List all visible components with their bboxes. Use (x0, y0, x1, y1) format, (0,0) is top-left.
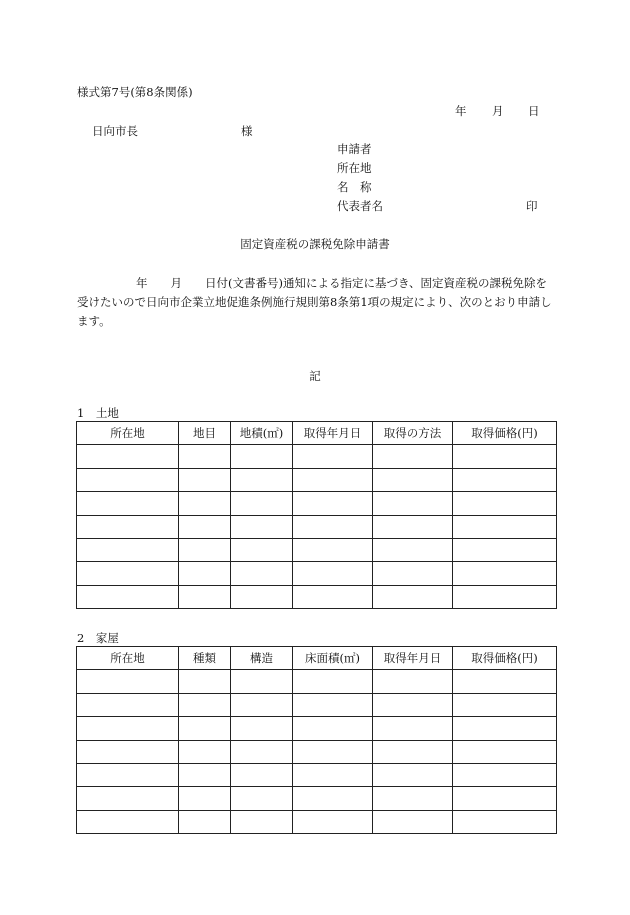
table-row (77, 787, 557, 810)
table-cell[interactable] (179, 468, 231, 491)
table-cell[interactable] (179, 717, 231, 740)
table-cell[interactable] (231, 538, 293, 561)
table-cell[interactable] (77, 763, 179, 786)
table-row (77, 717, 557, 740)
table-cell[interactable] (373, 562, 453, 585)
date-year-label: 年 (455, 104, 467, 118)
house-column-header: 床面積(㎡) (293, 647, 373, 670)
date-month-label: 月 (492, 104, 504, 118)
table-cell[interactable] (179, 515, 231, 538)
table-row (77, 492, 557, 515)
table-cell[interactable] (179, 538, 231, 561)
addressee: 日向市長 (92, 124, 138, 138)
land-column-header: 所在地 (77, 422, 179, 445)
document-title: 固定資産税の課税免除申請書 (240, 237, 390, 251)
table-cell[interactable] (179, 585, 231, 608)
table-row (77, 740, 557, 763)
land-column-header: 取得価格(円) (453, 422, 557, 445)
table-cell[interactable] (77, 562, 179, 585)
table-cell[interactable] (179, 445, 231, 468)
land-column-header: 地積(㎡) (231, 422, 293, 445)
table-cell[interactable] (453, 763, 557, 786)
table-cell[interactable] (453, 585, 557, 608)
table-cell[interactable] (293, 515, 373, 538)
table-cell[interactable] (453, 562, 557, 585)
table-cell[interactable] (373, 787, 453, 810)
table-row (77, 810, 557, 833)
table-cell[interactable] (77, 693, 179, 716)
date-day-label: 日 (528, 104, 540, 118)
table-cell[interactable] (293, 562, 373, 585)
house-column-header: 所在地 (77, 647, 179, 670)
house-column-header: 取得年月日 (373, 647, 453, 670)
table-cell[interactable] (293, 693, 373, 716)
land-section-heading: 1 土地 (77, 406, 119, 420)
table-cell[interactable] (373, 670, 453, 693)
table-row (77, 562, 557, 585)
land-column-header: 取得年月日 (293, 422, 373, 445)
table-cell[interactable] (453, 515, 557, 538)
table-cell[interactable] (453, 787, 557, 810)
table-cell[interactable] (231, 585, 293, 608)
table-cell[interactable] (293, 492, 373, 515)
land-column-header: 取得の方法 (373, 422, 453, 445)
house-column-header: 構造 (231, 647, 293, 670)
table-cell[interactable] (231, 468, 293, 491)
table-cell[interactable] (77, 787, 179, 810)
table-cell[interactable] (293, 763, 373, 786)
table-cell[interactable] (373, 740, 453, 763)
table-cell[interactable] (231, 562, 293, 585)
table-cell[interactable] (231, 670, 293, 693)
body-paragraph: 年 月 日付(文書番号)通知による指定に基づき、固定資産税の課税免除を受けたいので日向市企業立地促進条例施行規則第8条第1項の規定により、次のとおり申請します。 (77, 276, 552, 328)
ki-heading: 記 (309, 369, 321, 383)
table-cell[interactable] (77, 585, 179, 608)
table-cell[interactable] (293, 717, 373, 740)
table-cell[interactable] (179, 670, 231, 693)
table-cell[interactable] (77, 740, 179, 763)
table-cell[interactable] (179, 763, 231, 786)
addressee-suffix: 様 (241, 124, 253, 138)
name-label: 名 称 (337, 180, 372, 194)
table-cell[interactable] (179, 492, 231, 515)
table-cell[interactable] (231, 445, 293, 468)
house-section-heading: 2 家屋 (77, 631, 119, 645)
table-cell[interactable] (453, 670, 557, 693)
table-cell[interactable] (293, 740, 373, 763)
table-row (77, 670, 557, 693)
table-cell[interactable] (373, 693, 453, 716)
table-cell[interactable] (77, 810, 179, 833)
form-number: 様式第7号(第8条関係) (77, 85, 193, 99)
table-cell[interactable] (373, 585, 453, 608)
table-cell[interactable] (77, 538, 179, 561)
representative-label: 代表者名 (337, 199, 383, 213)
house-table-header-row (77, 647, 557, 670)
land-table (76, 421, 557, 609)
table-row (77, 515, 557, 538)
table-cell[interactable] (179, 810, 231, 833)
seal-mark: 印 (526, 199, 538, 213)
table-cell[interactable] (179, 562, 231, 585)
table-cell[interactable] (293, 445, 373, 468)
table-cell[interactable] (293, 538, 373, 561)
table-cell[interactable] (77, 492, 179, 515)
table-cell[interactable] (179, 787, 231, 810)
table-cell[interactable] (453, 740, 557, 763)
table-cell[interactable] (293, 787, 373, 810)
applicant-label: 申請者 (337, 142, 372, 156)
table-cell[interactable] (77, 670, 179, 693)
table-cell[interactable] (77, 445, 179, 468)
table-cell[interactable] (453, 538, 557, 561)
table-cell[interactable] (77, 515, 179, 538)
table-cell[interactable] (231, 740, 293, 763)
land-column-header: 地目 (179, 422, 231, 445)
table-row (77, 693, 557, 716)
table-row (77, 585, 557, 608)
land-table-header-row (77, 422, 557, 445)
house-column-header: 種類 (179, 647, 231, 670)
table-cell[interactable] (231, 717, 293, 740)
table-cell[interactable] (293, 810, 373, 833)
table-cell[interactable] (179, 740, 231, 763)
table-cell[interactable] (77, 468, 179, 491)
table-cell[interactable] (373, 810, 453, 833)
table-cell[interactable] (453, 717, 557, 740)
table-cell[interactable] (373, 763, 453, 786)
table-cell[interactable] (453, 445, 557, 468)
table-cell[interactable] (179, 693, 231, 716)
table-cell[interactable] (373, 492, 453, 515)
table-row (77, 538, 557, 561)
table-cell[interactable] (373, 515, 453, 538)
table-cell[interactable] (373, 445, 453, 468)
table-cell[interactable] (293, 585, 373, 608)
table-cell[interactable] (453, 810, 557, 833)
table-cell[interactable] (231, 515, 293, 538)
table-row (77, 445, 557, 468)
table-cell[interactable] (231, 492, 293, 515)
table-cell[interactable] (77, 717, 179, 740)
table-cell[interactable] (453, 693, 557, 716)
table-cell[interactable] (373, 468, 453, 491)
address-label: 所在地 (337, 161, 372, 175)
table-cell[interactable] (293, 468, 373, 491)
house-column-header: 取得価格(円) (453, 647, 557, 670)
table-cell[interactable] (231, 787, 293, 810)
table-cell[interactable] (373, 717, 453, 740)
house-table (76, 646, 557, 834)
table-cell[interactable] (231, 763, 293, 786)
table-cell[interactable] (373, 538, 453, 561)
table-row (77, 763, 557, 786)
table-cell[interactable] (231, 810, 293, 833)
table-cell[interactable] (231, 693, 293, 716)
table-cell[interactable] (453, 468, 557, 491)
table-cell[interactable] (293, 670, 373, 693)
table-row (77, 468, 557, 491)
table-cell[interactable] (453, 492, 557, 515)
